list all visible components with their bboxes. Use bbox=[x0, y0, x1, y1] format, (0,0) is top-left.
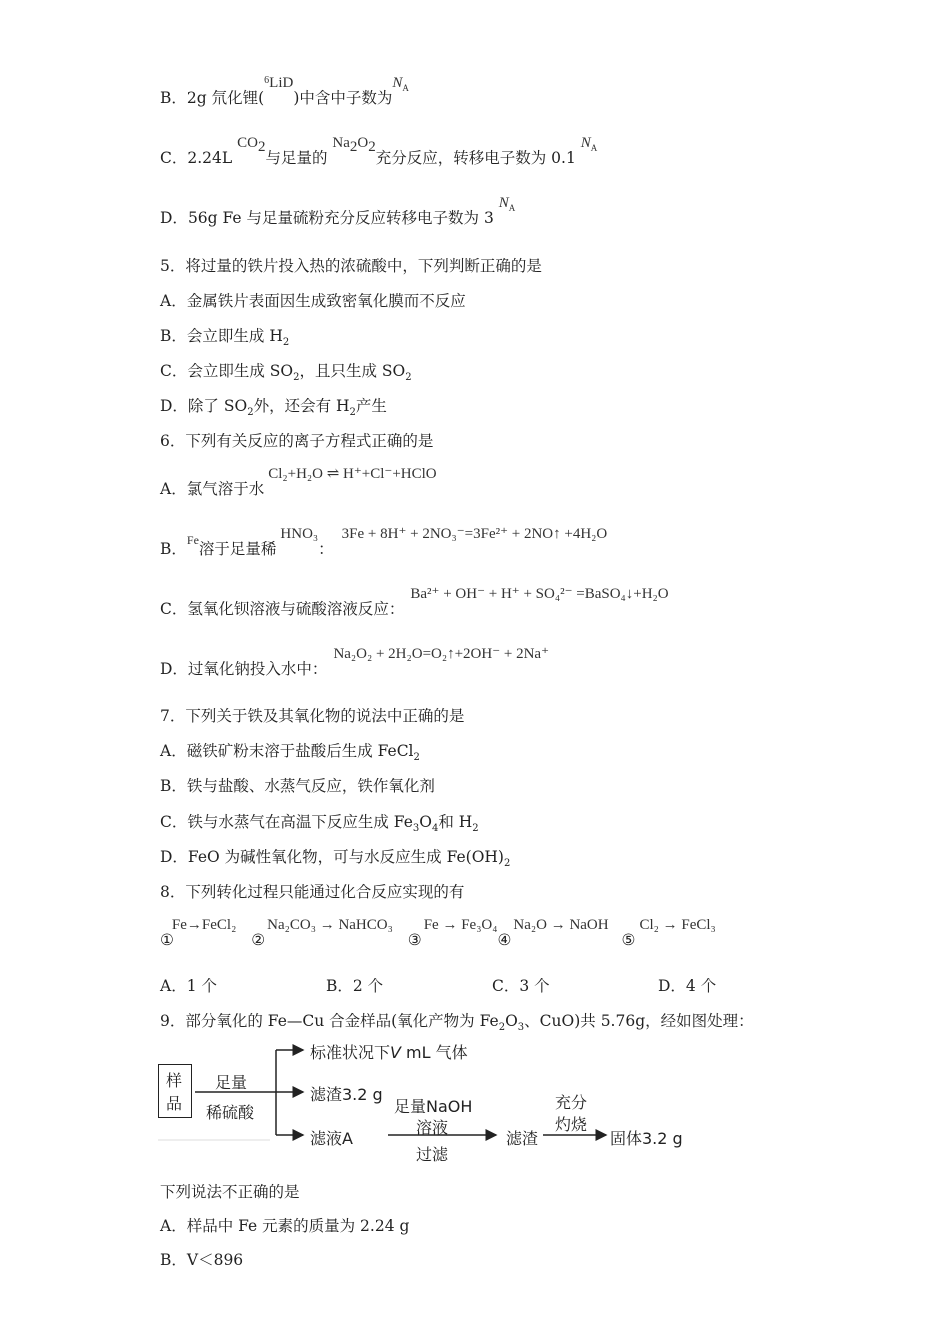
q5-option-b[interactable]: B．会立即生成 $H_2$ bbox=[160, 327, 290, 349]
q8-option-a[interactable]: A．1 个 bbox=[160, 977, 217, 995]
q7-option-b[interactable]: B．铁与盐酸、水蒸气反应，铁作氧化剂 bbox=[160, 777, 435, 795]
reagent-top: 足量 bbox=[215, 1073, 248, 1092]
q8-item: ④Na₂O → NaOH bbox=[497, 917, 609, 949]
burn-bottom: 灼烧 bbox=[555, 1115, 588, 1134]
q8-item: ①Fe→FeCl₂ bbox=[160, 917, 237, 949]
q4-option-c[interactable]: C．2.24L $CO_2$与足量的 $Na_2O_2$充分反应，转移电子数为 0.1 $N_A$ bbox=[160, 135, 598, 167]
q8-option-d[interactable]: D．4 个 bbox=[658, 977, 717, 995]
q6-option-b[interactable]: B．$^{Fe}$溶于足量稀HNO₃：3Fe + 8H⁺ + 2NO₃⁻=3Fe²⁺ + 2NO↑ +4H₂O bbox=[160, 526, 608, 558]
q6-option-d[interactable]: D．过氧化钠投入水中：Na₂O₂ + 2H₂O=O₂↑+2OH⁻ + 2Na⁺ bbox=[160, 646, 550, 678]
q8-option-b[interactable]: B．2 个 bbox=[326, 977, 384, 995]
naoh-top: 足量NaOH bbox=[394, 1097, 473, 1116]
residue-label: 滤渣3.2 g bbox=[310, 1085, 383, 1104]
residue2-label: 滤渣 bbox=[506, 1129, 539, 1148]
q7-stem: 7．下列关于铁及其氧化物的说法中正确的是 bbox=[160, 707, 465, 725]
solid-label: 固体3.2 g bbox=[610, 1129, 683, 1148]
q8-item: ③Fe → Fe₃O₄ bbox=[407, 917, 498, 949]
burn-top: 充分 bbox=[555, 1093, 588, 1112]
q8-items bbox=[160, 917, 716, 951]
equation: Cl₂+H₂O ⇌ H⁺+Cl⁻+HClO bbox=[268, 466, 437, 482]
q9-option-b[interactable]: B．V＜896 bbox=[160, 1251, 244, 1269]
q4-option-d[interactable]: D．56g Fe 与足量硫粉充分反应转移电子数为 3 $N_A$ bbox=[160, 195, 516, 227]
reagent-bottom: 稀硫酸 bbox=[206, 1103, 255, 1122]
q7-option-c[interactable]: C．铁与水蒸气在高温下反应生成 $Fe_3O_4$和 $H_2$ bbox=[160, 813, 479, 835]
q8-item: ②Na₂CO₃ → NaHCO₃ bbox=[251, 917, 393, 949]
q8-stem: 8．下列转化过程只能通过化合反应实现的有 bbox=[160, 883, 465, 901]
filtrate-label: 滤液A bbox=[310, 1129, 353, 1148]
q8-item: ⑤Cl₂ → FeCl₃ bbox=[621, 917, 716, 949]
naoh-bottom: 过滤 bbox=[416, 1145, 449, 1164]
equation: Na₂O₂ + 2H₂O=O₂↑+2OH⁻ + 2Na⁺ bbox=[333, 646, 550, 662]
q5-option-a[interactable]: A．金属铁片表面因生成致密氧化膜而不反应 bbox=[160, 292, 466, 310]
q7-option-d[interactable]: D．FeO 为碱性氧化物，可与水反应生成 $Fe(OH)_2$ bbox=[160, 848, 511, 870]
naoh-mid: 溶液 bbox=[416, 1118, 449, 1137]
q8-options bbox=[0, 976, 950, 996]
sample-label-1: 样 bbox=[166, 1071, 183, 1090]
q9-stem: 9．部分氧化的 Fe—Cu 合金样品(氧化产物为 $Fe_2O_3$、CuO)共 5.76g，经如图处理： bbox=[160, 1012, 754, 1034]
option-label: B． bbox=[160, 89, 187, 107]
q5-stem: 5．将过量的铁片投入热的浓硫酸中，下列判断正确的是 bbox=[160, 257, 542, 275]
equation: 3Fe + 8H⁺ + 2NO₃⁻=3Fe²⁺ + 2NO↑ +4H₂O bbox=[341, 526, 608, 542]
q8-option-c[interactable]: C．3 个 bbox=[492, 977, 550, 995]
q6-option-c[interactable]: C．氢氧化钡溶液与硫酸溶液反应：Ba²⁺ + OH⁻ + H⁺ + SO₄²⁻ =BaSO₄↓+H₂O bbox=[160, 586, 669, 618]
sample-label-2: 品 bbox=[166, 1094, 183, 1113]
q5-option-c[interactable]: C．会立即生成 $SO_2$，且只生成 $SO_2$ bbox=[160, 362, 412, 384]
q7-option-a[interactable]: A．磁铁矿粉末溶于盐酸后生成 FeCl$_2$ bbox=[160, 742, 420, 764]
gas-label: 标准状况下V mL 气体 bbox=[310, 1043, 468, 1062]
q9-question: 下列说法不正确的是 bbox=[160, 1183, 300, 1201]
q4-option-b[interactable]: B．2g 氘化锂($^6$LiD)中含中子数为$N_A$ bbox=[160, 75, 409, 107]
equation: Ba²⁺ + OH⁻ + H⁺ + SO₄²⁻ =BaSO₄↓+H₂O bbox=[410, 586, 669, 602]
q6-stem: 6．下列有关反应的离子方程式正确的是 bbox=[160, 432, 434, 450]
q9-option-a[interactable]: A．样品中 Fe 元素的质量为 2.24 g bbox=[160, 1217, 410, 1235]
process-flow-diagram bbox=[158, 1042, 688, 1172]
q6-option-a[interactable]: A．氯气溶于水Cl₂+H₂O ⇌ H⁺+Cl⁻+HClO bbox=[160, 466, 437, 498]
q5-option-d[interactable]: D．除了 $SO_2$外，还会有 $H_2$产生 bbox=[160, 397, 387, 419]
